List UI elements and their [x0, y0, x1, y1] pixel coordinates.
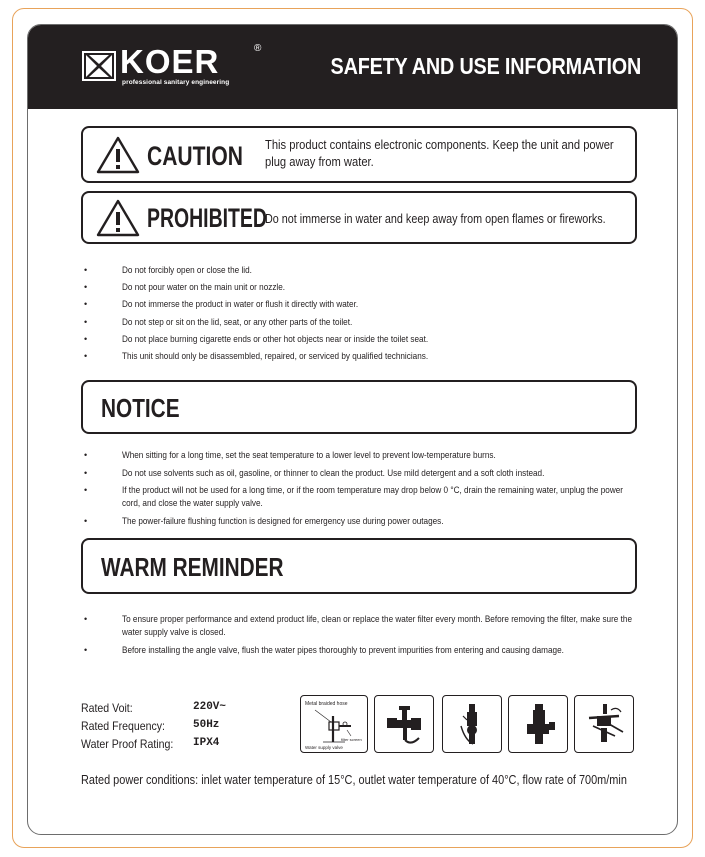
- rated-conditions-note: Rated power conditions: inlet water temperature of 15°C, outlet water temperature of 40°C, flow rate of 700m/min: [81, 772, 627, 787]
- hand-install-icon: [575, 696, 635, 754]
- notice-list: [84, 449, 624, 528]
- figure-filter-insert: [442, 695, 502, 753]
- reminder-heading: WARM REMINDER: [101, 552, 284, 582]
- list-item: • Do not immerse the product in water or flush it directly with water.: [84, 299, 359, 311]
- notice-box: [81, 380, 637, 434]
- prohibited-text: Do not immerse in water and keep away from open flames or fireworks.: [265, 211, 606, 226]
- figure-angle-valve: [374, 695, 434, 753]
- caution-box: [81, 126, 637, 183]
- logo-mark-icon: [82, 51, 116, 81]
- prohibited-list: [84, 264, 604, 363]
- brand-name: KOER: [120, 43, 220, 80]
- list-item: • If the product will not be used for a long time, or if the room temperature may drop below 0 °C, drain the remaining water, unplug the power cord, and close the water supply valve.: [84, 485, 624, 509]
- spec-row-frequency: Rated Frequency: 50Hz: [81, 719, 220, 733]
- list-item: • Do not use solvents such as oil, gasoline, or thinner to clean the product. Use mild detergent and a soft cloth instead.: [84, 467, 545, 479]
- figure-valve-assembly: [508, 695, 568, 753]
- angle-valve-icon: [375, 696, 435, 754]
- prohibited-box: [81, 191, 637, 244]
- brand-logo: [82, 43, 262, 91]
- list-item: • Do not forcibly open or close the lid.: [84, 265, 252, 276]
- page-title: SAFETY AND USE INFORMATION: [330, 53, 641, 79]
- brand-tagline: professional sanitary engineering: [122, 79, 230, 86]
- figure-hand-install: [574, 695, 634, 753]
- safety-card: [27, 24, 678, 835]
- warning-triangle-icon: [95, 198, 141, 238]
- list-item: • To ensure proper performance and extend product life, clean or replace the water filter every month. Before removing the filter, make sure the water supply valve is closed.: [84, 614, 632, 638]
- filter-insert-icon: [443, 696, 503, 754]
- list-item: • Do not place burning cigarette ends or other hot objects near or inside the toilet seat.: [84, 333, 429, 345]
- reminder-box: [81, 538, 637, 594]
- notice-heading: NOTICE: [101, 393, 180, 423]
- figure-valve-diagram: Metal braided hose filter screen Water supply valve: [300, 695, 368, 753]
- list-item: • Before installing the angle valve, flush the water pipes thoroughly to prevent impurities from entering and causing damage.: [84, 645, 564, 656]
- prohibited-heading: PROHIBITED: [147, 203, 267, 233]
- list-item: • Do not step or sit on the lid, seat, or any other parts of the toilet.: [84, 316, 353, 328]
- rated-specs: [81, 701, 261, 755]
- warning-triangle-icon: [95, 135, 141, 175]
- spec-row-waterproof: Water Proof Rating: IPX4: [81, 737, 220, 751]
- reminder-list: [84, 613, 632, 657]
- caution-heading: CAUTION: [147, 141, 243, 171]
- registered-mark: ®: [254, 43, 262, 54]
- caution-text: This product contains electronic components. Keep the unit and power plug away from water.: [265, 137, 614, 169]
- header-bar: [28, 25, 677, 109]
- valve-assembly-icon: [509, 696, 569, 754]
- spec-row-voltage: Rated Voit: 220V~: [81, 701, 227, 715]
- list-item: • Do not pour water on the main unit or nozzle.: [84, 282, 286, 294]
- list-item: • This unit should only be disassembled, repaired, or serviced by qualified technicians.: [84, 350, 429, 362]
- list-item: • When sitting for a long time, set the seat temperature to a lower level to prevent low-temperature burns.: [84, 450, 496, 461]
- list-item: • The power-failure flushing function is designed for emergency use during power outages.: [84, 515, 444, 527]
